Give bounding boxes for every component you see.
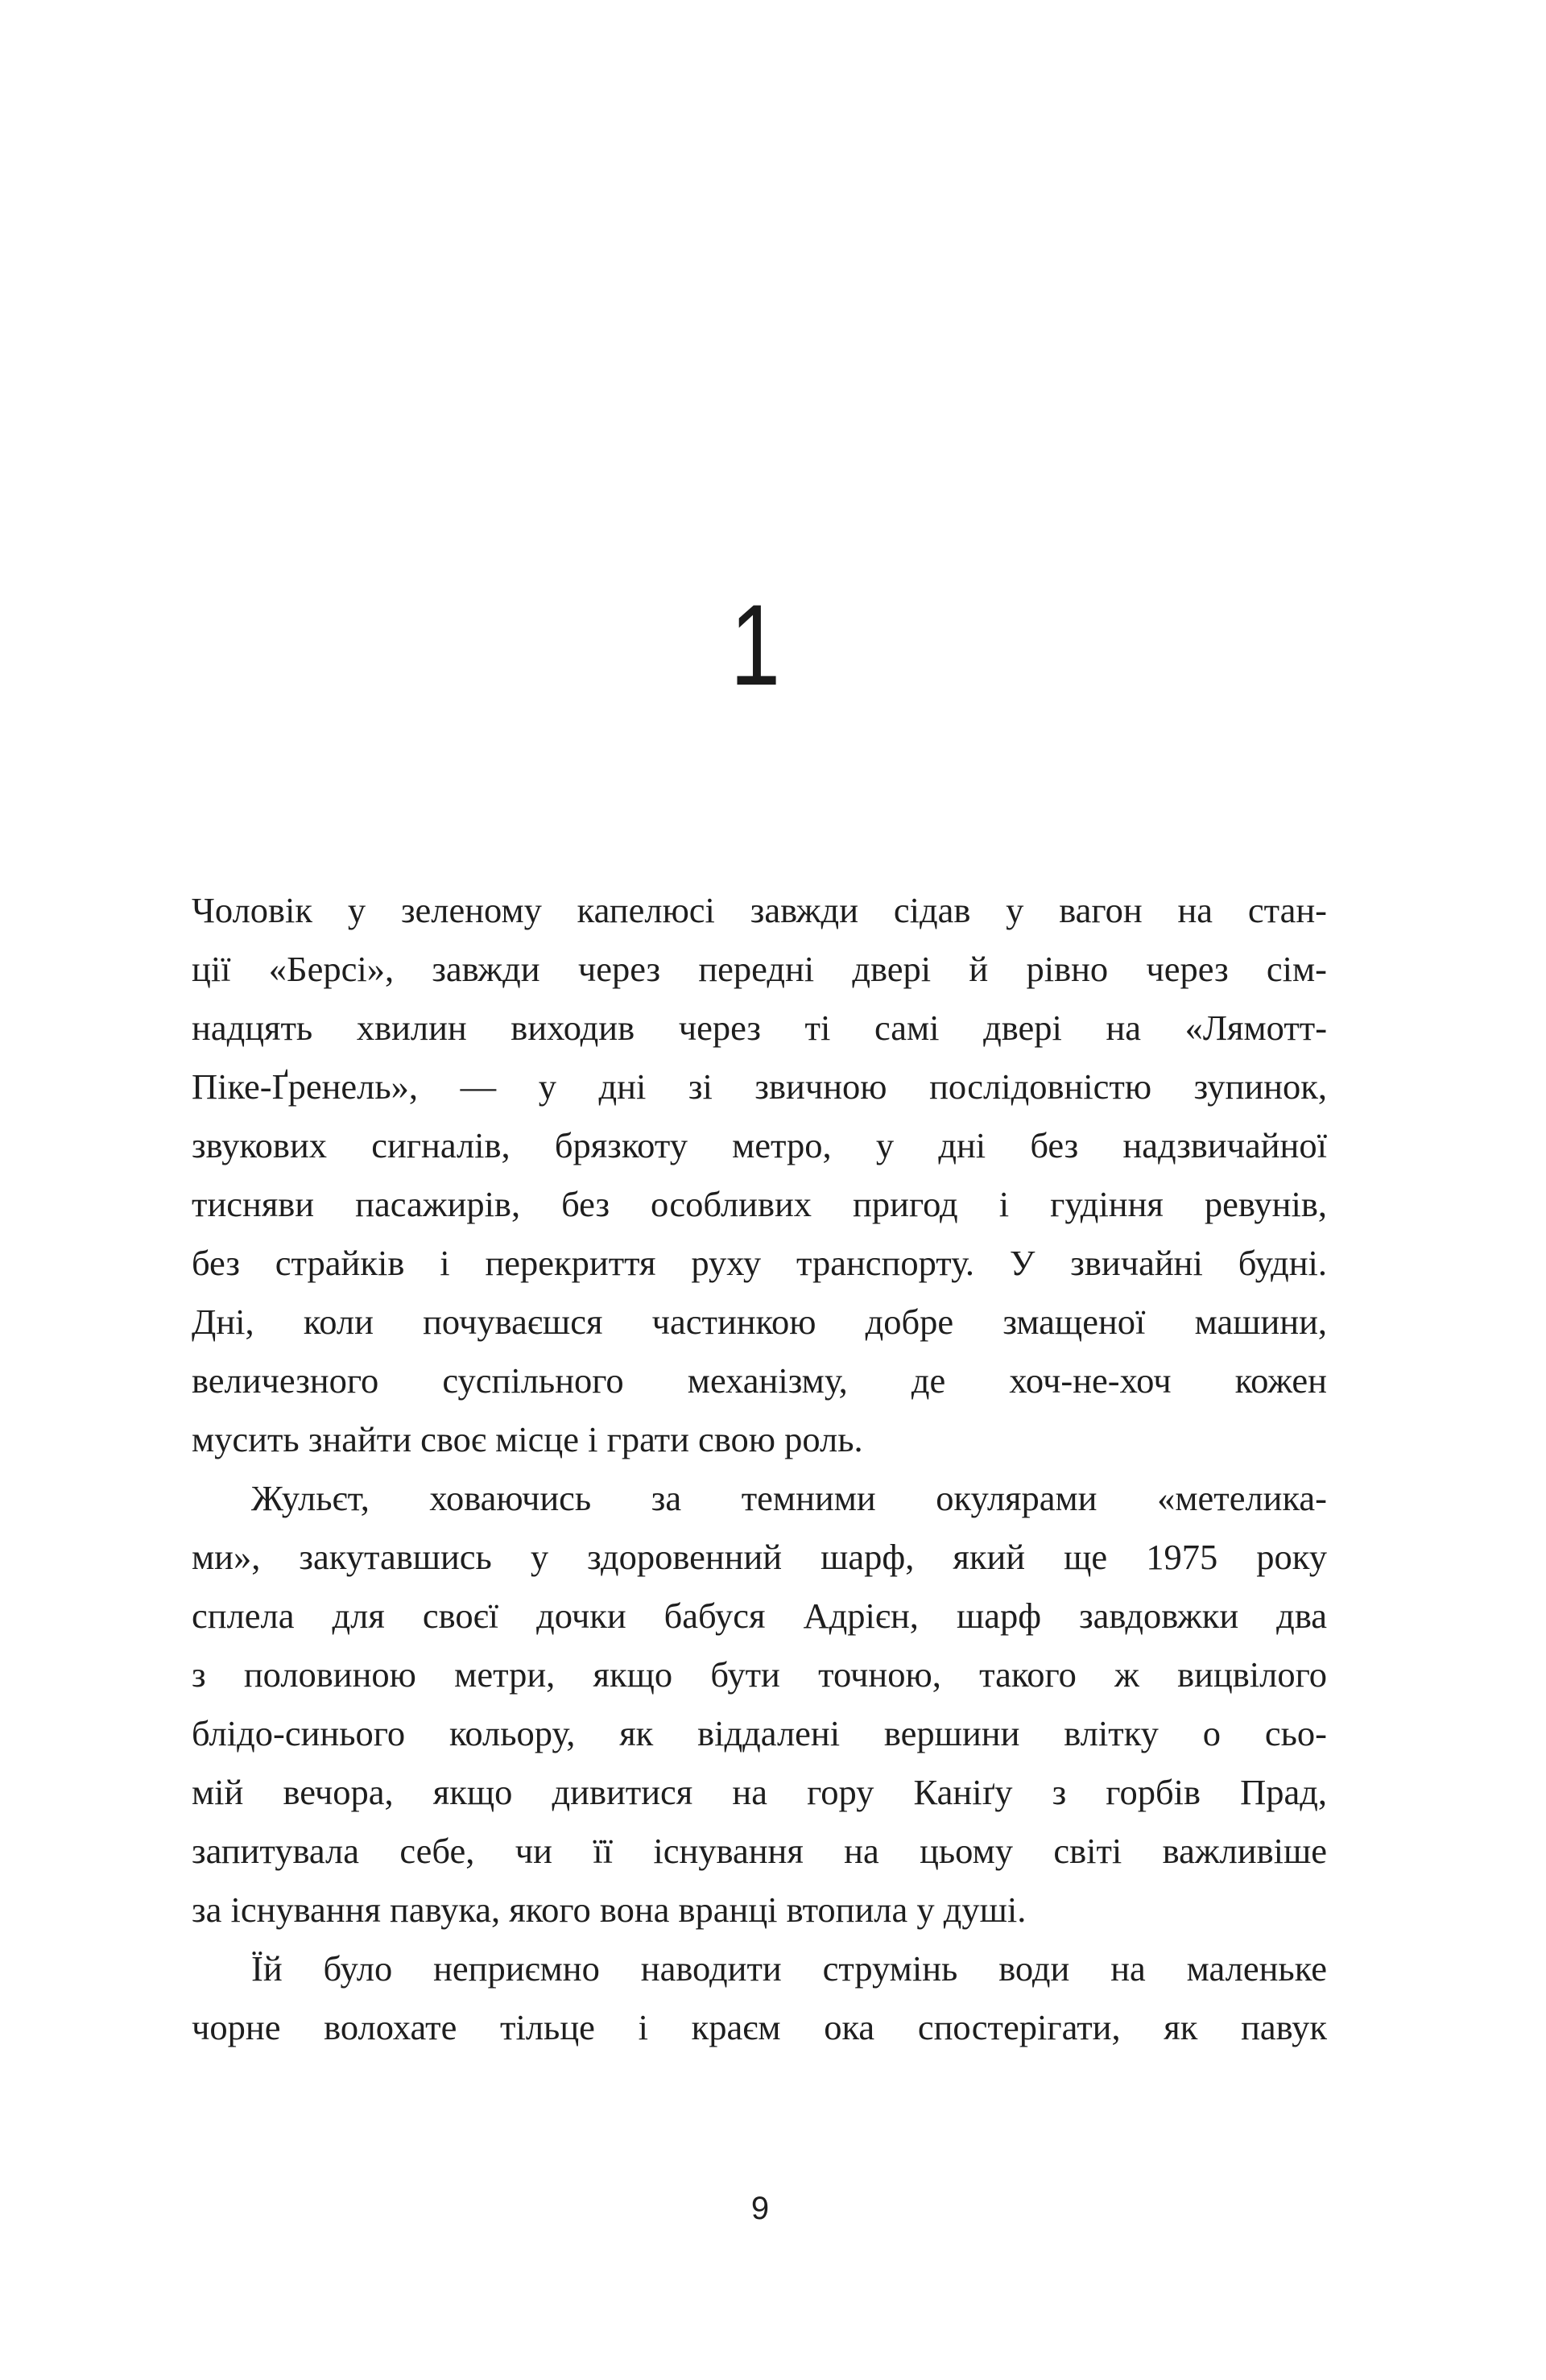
text-line: Дні, коли почуваєшся частинкою добре змащеної машини, (192, 1302, 1328, 1342)
text-line: мусить знайти своє місце і грати свою роль. (192, 1419, 863, 1459)
text-line: надцять хвилин виходив через ті самі двері на «Лямотт- (192, 1008, 1328, 1048)
text-line: сплела для своєї дочки бабуся Адрієн, шарф завдовжки два (192, 1596, 1327, 1636)
text-line: ції «Берсі», завжди через передні двері й рівно через сім- (192, 949, 1327, 989)
text-line: ми», закутавшись у здоровенний шарф, який ще 1975 року (192, 1537, 1327, 1577)
page-number: 9 (750, 2191, 770, 2226)
text-line: мій вечора, якщо дивитися на гору Каніґу з горбів Прад, (192, 1772, 1327, 1812)
text-line: без страйків і перекриття руху транспорту. У звичайні будні. (192, 1243, 1328, 1283)
body-text (192, 881, 1327, 2057)
text-line: блідо-синього кольору, як віддалені вершини влітку о сьо- (192, 1713, 1328, 1753)
text-line: за існування павука, якого вона вранці втопила у душі. (192, 1890, 1027, 1930)
text-line: чорне волохате тільце і краєм ока спостерігати, як павук (192, 2007, 1327, 2047)
text-line: запитувала себе, чи її існування на цьому світі важливіше (192, 1831, 1327, 1871)
paragraph-3 (192, 1939, 1327, 2057)
text-line: Жульєт, ховаючись за темними окулярами «метелика- (251, 1478, 1327, 1518)
text-line: з половиною метри, якщо бути точною, такого ж вицвілого (192, 1654, 1327, 1695)
text-line: звукових сигналів, брязкоту метро, у дні без надзвичайної (192, 1125, 1327, 1165)
paragraph-2 (192, 1469, 1327, 1939)
text-line: величезного суспільного механізму, де хоч-не-хоч кожен (192, 1360, 1327, 1401)
text-line: Піке-Ґренель», — у дні зі звичною послідовністю зупинок, (192, 1066, 1327, 1107)
paragraph-1 (192, 881, 1327, 1469)
chapter-number: 1 (730, 582, 781, 710)
text-line: тисняви пасажирів, без особливих пригод і гудіння ревунів, (192, 1184, 1327, 1224)
text-line: Чоловік у зеленому капелюсі завжди сідав у вагон на стан- (192, 890, 1327, 930)
text-line: Їй було неприємно наводити струмінь води на маленьке (251, 1948, 1327, 1989)
